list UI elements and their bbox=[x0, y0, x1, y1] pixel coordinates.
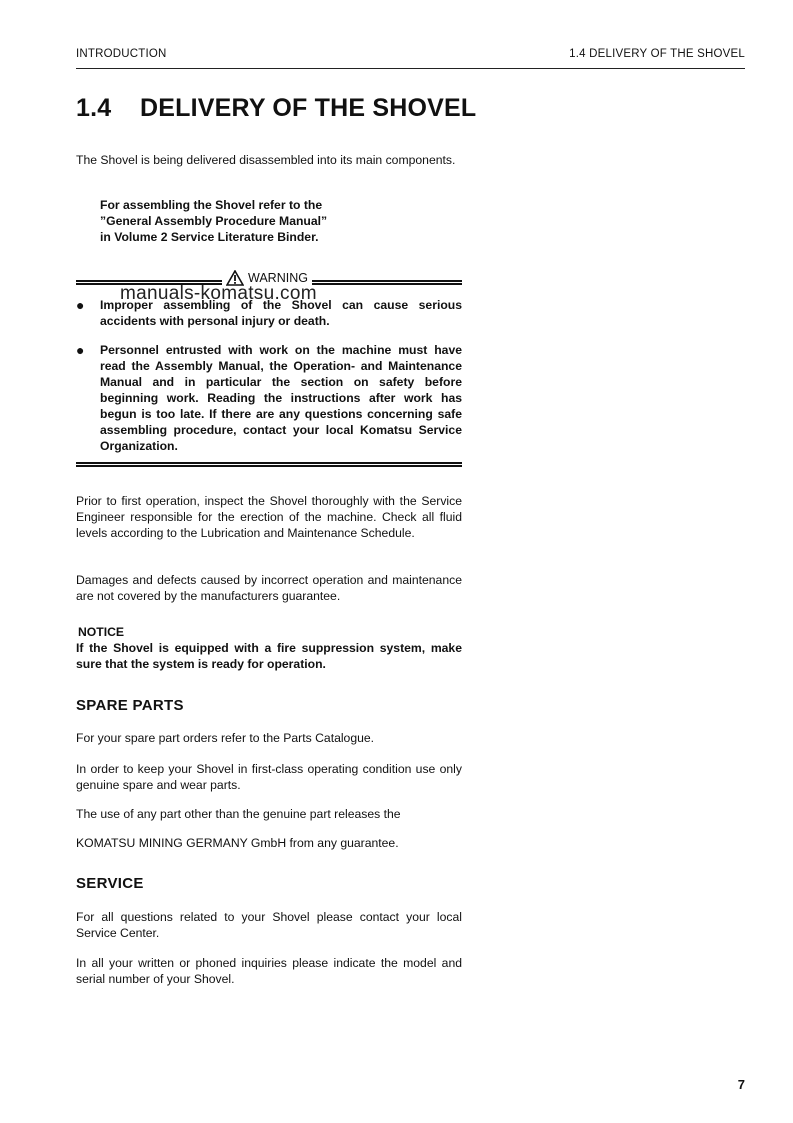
warning-list bbox=[76, 297, 462, 467]
warning-label: WARNING bbox=[248, 271, 308, 285]
notice-block bbox=[76, 624, 462, 672]
service-paragraph-1: For all questions related to your Shovel please contact your local Service Center. bbox=[76, 910, 462, 940]
warning-item: ● Improper assembling of the Shovel can cause serious accidents with personal injury or death. bbox=[76, 297, 462, 328]
header-chapter-label: 1.4 DELIVERY OF THE SHOVEL bbox=[569, 48, 745, 60]
intro-paragraph: The Shovel is being delivered disassembled into its main components. bbox=[76, 153, 456, 167]
spare-parts-paragraph-3: The use of any part other than the genuine part releases the bbox=[76, 807, 401, 821]
service-heading: SERVICE bbox=[76, 875, 144, 892]
title-number: 1.4 bbox=[76, 94, 112, 122]
assembly-note-line-3: in Volume 2 Service Literature Binder. bbox=[100, 230, 319, 244]
page-number: 7 bbox=[737, 1077, 745, 1092]
header-rule bbox=[76, 68, 745, 69]
watermark-text: manuals-komatsu.com bbox=[120, 283, 317, 304]
assembly-note-line-1: For assembling the Shovel refer to the bbox=[100, 198, 323, 212]
page-title bbox=[76, 94, 476, 123]
title-text: DELIVERY OF THE SHOVEL bbox=[140, 94, 477, 122]
header-section-label: INTRODUCTION bbox=[76, 48, 167, 60]
notice-label: NOTICE bbox=[78, 625, 125, 639]
spare-parts-paragraph-4: KOMATSU MINING GERMANY GmbH from any guarantee. bbox=[76, 836, 399, 850]
notice-text: If the Shovel is equipped with a fire suppression system, make sure that the system is ready for operation. bbox=[76, 641, 462, 671]
warning-bottom-rule bbox=[76, 462, 462, 467]
service-paragraph-2: In all your written or phoned inquiries please indicate the model and serial number of your Shovel. bbox=[76, 956, 462, 986]
inspection-paragraph: Prior to first operation, inspect the Shovel thoroughly with the Service Engineer responsible for the erection of the machine. Check all fluid levels according to the Lubrication and Maintenance Schedule. bbox=[76, 494, 462, 540]
assembly-note-line-2: ”General Assembly Procedure Manual” bbox=[100, 214, 328, 228]
bullet-icon: ● bbox=[76, 297, 85, 313]
damages-paragraph: Damages and defects caused by incorrect operation and maintenance are not covered by the manufacturers guarantee. bbox=[76, 573, 462, 603]
spare-parts-paragraph-2: In order to keep your Shovel in first-class operating condition use only genuine spare and wear parts. bbox=[76, 762, 462, 792]
spare-parts-paragraph-1: For your spare part orders refer to the Parts Catalogue. bbox=[76, 731, 375, 745]
warning-item: ● Personnel entrusted with work on the machine must have read the Assembly Manual, the Operation- and Maintenance Manual and in particular the section on safety before beginning work. Reading the instructions after work has begun is too late. If there are any questions concerning safe assembling procedure, contact your local Komatsu Service Organization. bbox=[76, 342, 462, 453]
bullet-icon: ● bbox=[76, 342, 85, 358]
assembly-note bbox=[100, 197, 462, 245]
spare-parts-heading: SPARE PARTS bbox=[76, 697, 184, 714]
